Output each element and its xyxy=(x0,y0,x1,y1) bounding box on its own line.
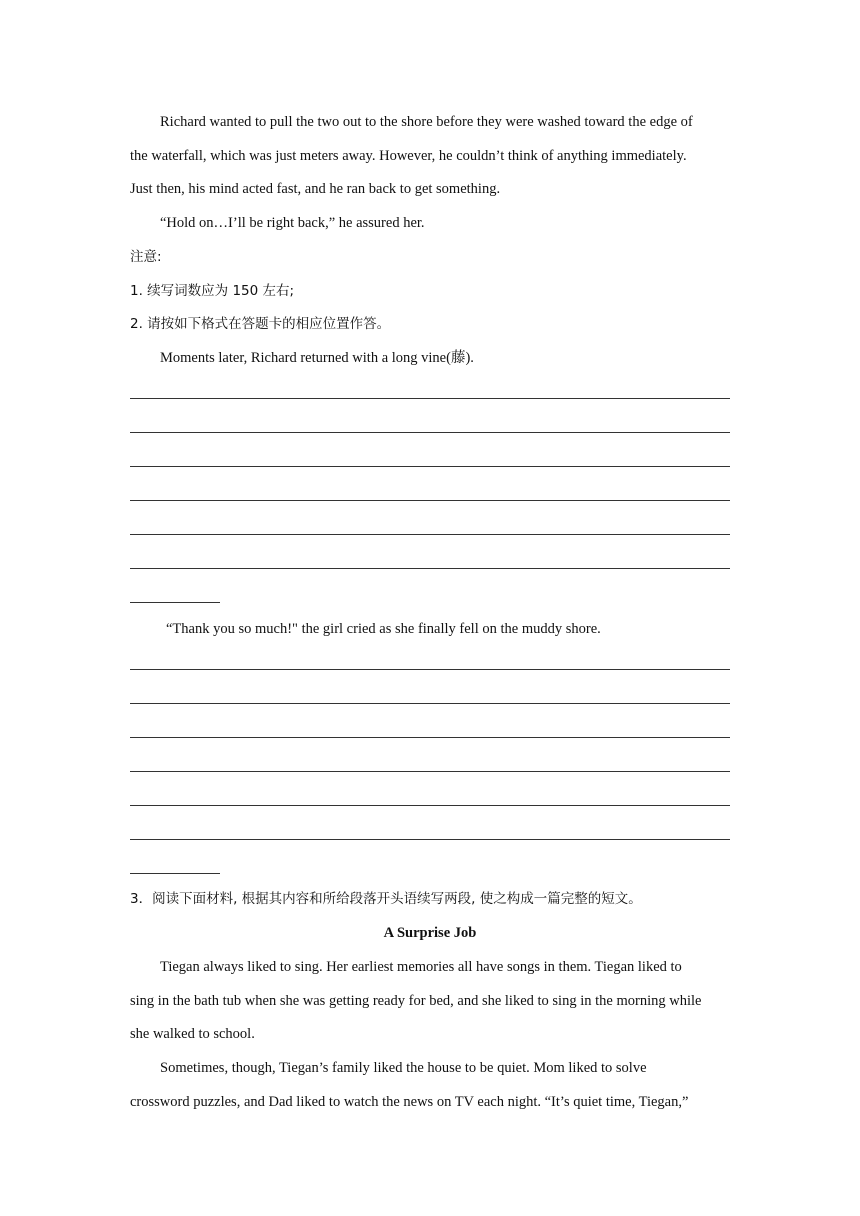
answer-line[interactable] xyxy=(130,703,730,704)
question-3-paragraph-line: she walked to school. xyxy=(130,1026,255,1042)
story-paragraph-line: Just then, his mind acted fast, and he ran back to get something. xyxy=(130,181,501,197)
notes-item-word-count: 1. 续写词数应为 150 左右; xyxy=(130,283,295,299)
question-3-paragraph-line: Tiegan always liked to sing. Her earliest memories all have songs in them. Tiegan liked to xyxy=(160,959,682,975)
answer-line[interactable] xyxy=(130,771,730,772)
paragraph-opening-2: “Thank you so much!" the girl cried as she finally fell on the muddy shore. xyxy=(166,621,601,637)
answer-line[interactable] xyxy=(130,737,730,738)
answer-line-short[interactable] xyxy=(130,602,220,603)
question-3-instruction: 3．阅读下面材料, 根据其内容和所给段落开头语续写两段, 使之构成一篇完整的短文。 xyxy=(130,891,642,907)
answer-line[interactable] xyxy=(130,839,730,840)
answer-line[interactable] xyxy=(130,398,730,399)
question-3-paragraph-line: crossword puzzles, and Dad liked to watch the news on TV each night. “It’s quiet time, Tiegan,” xyxy=(130,1094,689,1110)
story-paragraph-line: the waterfall, which was just meters away. However, he couldn’t think of anything immediately. xyxy=(130,148,687,164)
answer-line-short[interactable] xyxy=(130,873,220,874)
answer-line[interactable] xyxy=(130,669,730,670)
question-3-paragraph-line: Sometimes, though, Tiegan’s family liked the house to be quiet. Mom liked to solve xyxy=(160,1060,647,1076)
answer-line[interactable] xyxy=(130,534,730,535)
notes-heading: 注意: xyxy=(130,249,162,265)
question-3-title: A Surprise Job xyxy=(383,925,477,941)
answer-line[interactable] xyxy=(130,466,730,467)
answer-line[interactable] xyxy=(130,805,730,806)
answer-line[interactable] xyxy=(130,568,730,569)
notes-item-format: 2. 请按如下格式在答题卡的相应位置作答。 xyxy=(130,316,391,332)
story-paragraph-line: Richard wanted to pull the two out to the shore before they were washed toward the edge of xyxy=(160,114,693,130)
story-dialogue-line: “Hold on…I’ll be right back,” he assured her. xyxy=(160,215,425,231)
question-3-paragraph-line: sing in the bath tub when she was getting ready for bed, and she liked to sing in the morning while xyxy=(130,993,702,1009)
answer-line[interactable] xyxy=(130,500,730,501)
answer-line[interactable] xyxy=(130,432,730,433)
paragraph-opening-1: Moments later, Richard returned with a long vine(藤). xyxy=(160,350,474,366)
